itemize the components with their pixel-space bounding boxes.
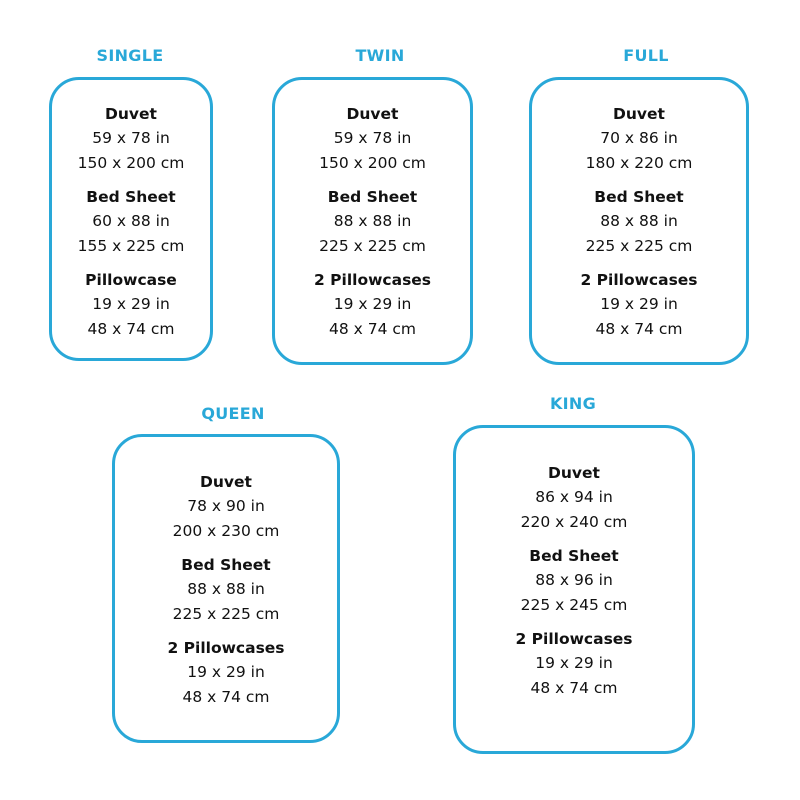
- duvet-cm: 150 x 200 cm: [319, 153, 426, 172]
- bed-sheet-heading: Bed Sheet: [529, 547, 619, 565]
- duvet-section: [52, 102, 210, 175]
- size-card-full: [529, 77, 749, 365]
- bed-sheet-cm: 225 x 225 cm: [585, 236, 693, 255]
- pillowcase-heading: Pillowcase: [85, 271, 177, 289]
- pillowcase-heading: 2 Pillowcases: [313, 271, 432, 289]
- duvet-cm: 220 x 240 cm: [520, 512, 628, 531]
- duvet-heading: Duvet: [548, 464, 600, 482]
- bed-sheet-heading: Bed Sheet: [181, 556, 271, 574]
- duvet-heading: Duvet: [613, 105, 665, 123]
- bed-sheet-inches: 88 x 88 in: [333, 212, 412, 230]
- size-title-single: SINGLE: [96, 46, 164, 65]
- pillowcase-section: [456, 627, 692, 700]
- pillowcase-inches: 19 x 29 in: [600, 295, 678, 313]
- pillowcase-inches: 19 x 29 in: [333, 295, 412, 313]
- size-title-twin: TWIN: [355, 46, 405, 65]
- pillowcase-inches: 19 x 29 in: [187, 663, 265, 681]
- duvet-inches: 86 x 94 in: [535, 488, 613, 506]
- duvet-heading: Duvet: [105, 105, 157, 123]
- duvet-cm: 180 x 220 cm: [585, 153, 693, 172]
- bed-sheet-section: [532, 185, 746, 258]
- duvet-heading: Duvet: [346, 105, 399, 123]
- size-card-twin: [272, 77, 473, 365]
- pillowcase-section: [532, 268, 746, 341]
- bed-sheet-inches: 88 x 88 in: [187, 580, 265, 598]
- pillowcase-cm: 48 x 74 cm: [530, 678, 618, 697]
- bed-sheet-cm: 225 x 245 cm: [520, 595, 628, 614]
- bed-sheet-inches: 60 x 88 in: [92, 212, 170, 230]
- bed-sheet-cm: 225 x 225 cm: [172, 604, 280, 623]
- duvet-heading: Duvet: [200, 473, 252, 491]
- bed-sheet-inches: 88 x 88 in: [600, 212, 678, 230]
- pillowcase-section: [275, 268, 470, 341]
- duvet-cm: 200 x 230 cm: [172, 521, 280, 540]
- pillowcase-cm: 48 x 74 cm: [328, 319, 417, 338]
- duvet-section: [115, 470, 337, 543]
- bed-sheet-section: [52, 185, 210, 258]
- pillowcase-inches: 19 x 29 in: [535, 654, 613, 672]
- duvet-section: [532, 102, 746, 175]
- pillowcase-heading: 2 Pillowcases: [515, 630, 633, 648]
- bed-sheet-cm: 225 x 225 cm: [319, 236, 426, 255]
- pillowcase-section: [115, 636, 337, 709]
- bed-sheet-inches: 88 x 96 in: [535, 571, 613, 589]
- size-title-full: FULL: [623, 46, 669, 65]
- pillowcase-cm: 48 x 74 cm: [595, 319, 683, 338]
- duvet-section: [275, 102, 470, 175]
- duvet-cm: 150 x 200 cm: [77, 153, 185, 172]
- bed-sheet-section: [115, 553, 337, 626]
- pillowcase-section: [52, 268, 210, 341]
- bed-sheet-heading: Bed Sheet: [327, 188, 418, 206]
- pillowcase-heading: 2 Pillowcases: [167, 639, 285, 657]
- bed-sheet-section: [275, 185, 470, 258]
- bed-sheet-cm: 155 x 225 cm: [77, 236, 185, 255]
- size-card-king: [453, 425, 695, 754]
- size-card-single: [49, 77, 213, 361]
- duvet-inches: 70 x 86 in: [600, 129, 678, 147]
- bed-sheet-heading: Bed Sheet: [86, 188, 176, 206]
- duvet-inches: 78 x 90 in: [187, 497, 265, 515]
- pillowcase-cm: 48 x 74 cm: [182, 687, 270, 706]
- bed-sheet-section: [456, 544, 692, 617]
- size-title-king: KING: [549, 394, 597, 413]
- bed-sheet-heading: Bed Sheet: [594, 188, 684, 206]
- pillowcase-cm: 48 x 74 cm: [87, 319, 175, 338]
- size-title-queen: QUEEN: [201, 404, 265, 423]
- duvet-section: [456, 461, 692, 534]
- pillowcase-heading: 2 Pillowcases: [580, 271, 698, 289]
- pillowcase-inches: 19 x 29 in: [92, 295, 170, 313]
- duvet-inches: 59 x 78 in: [92, 129, 170, 147]
- duvet-inches: 59 x 78 in: [333, 129, 412, 147]
- size-card-queen: [112, 434, 340, 743]
